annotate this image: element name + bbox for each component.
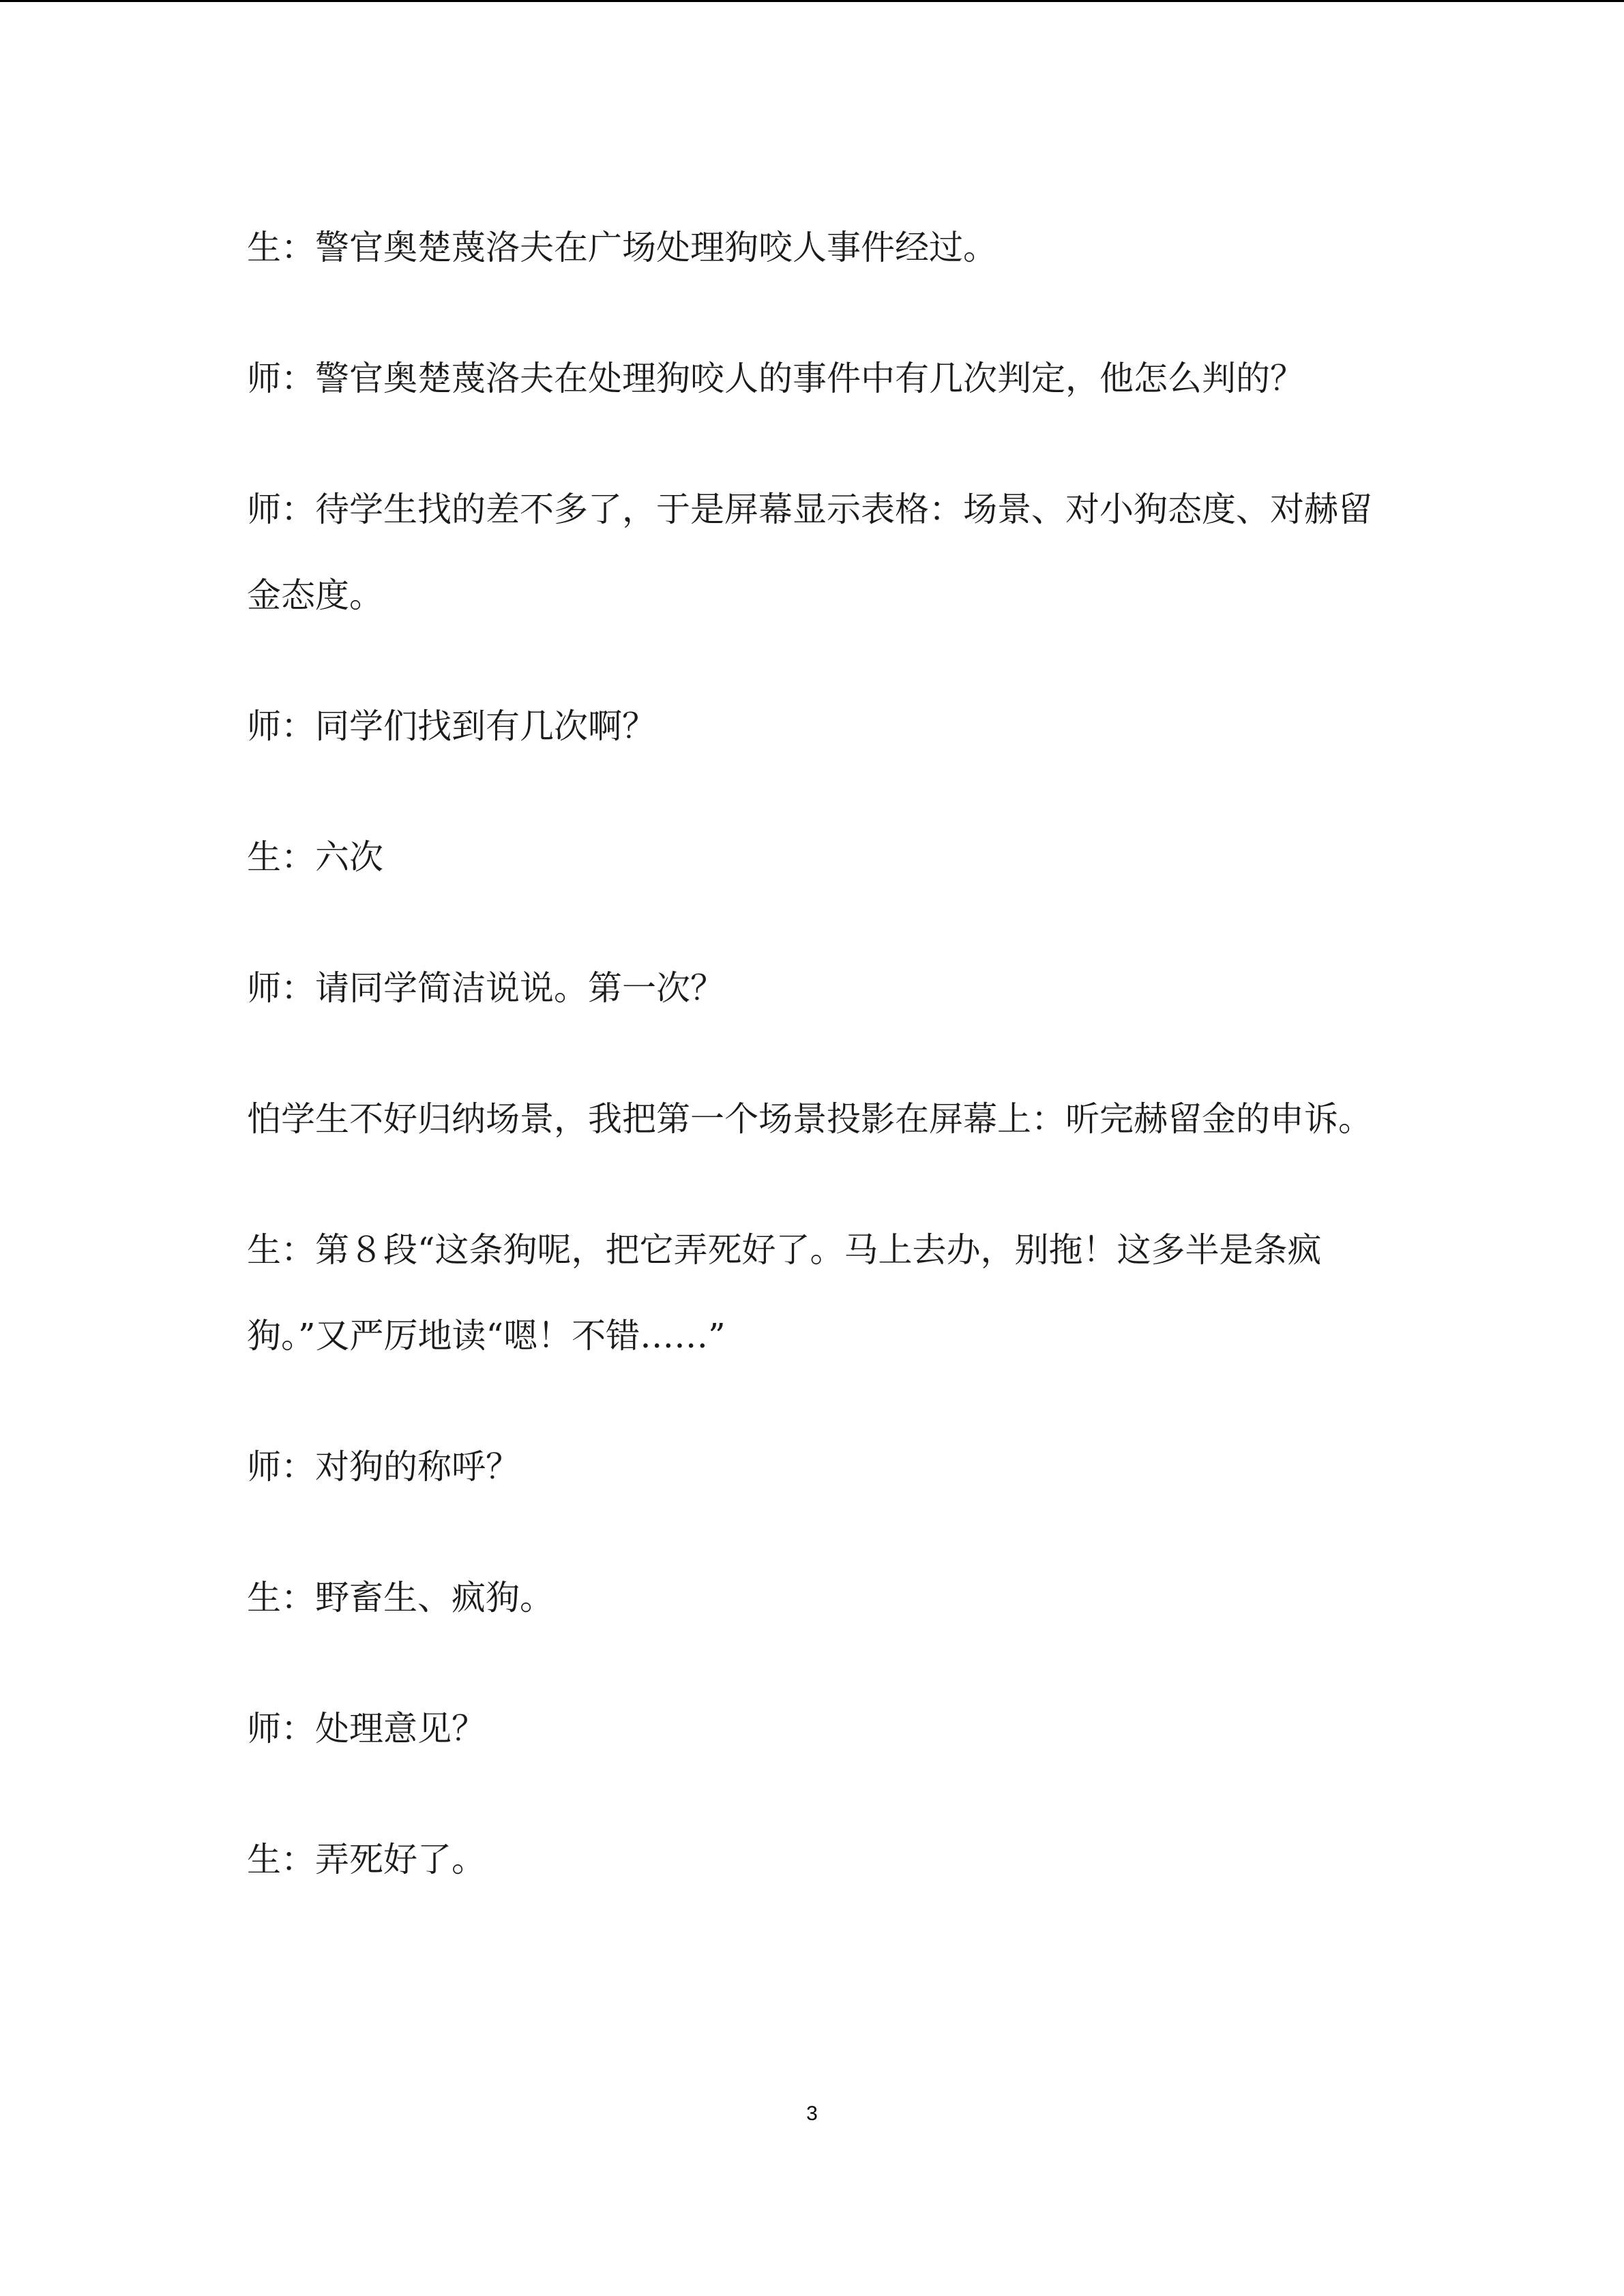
paragraph-9: 师：对狗的称呼？ (247, 1447, 520, 1487)
paragraph-4: 师：同学们找到有几次啊？ (247, 706, 656, 746)
paragraph-5: 生：六次 (247, 837, 383, 877)
paragraph-11: 师：处理意见？ (247, 1709, 486, 1748)
paragraph-12: 生：弄死好了。 (247, 1840, 486, 1879)
page-number: 3 (806, 2102, 818, 2125)
page-top-border (0, 0, 1624, 2)
document-body (247, 205, 1379, 1903)
paragraph-2: 师：警官奥楚蔑洛夫在处理狗咬人的事件中有几次判定，他怎么判的？ (247, 359, 1304, 398)
paragraph-7: 怕学生不好归纳场景，我把第一个场景投影在屏幕上：听完赫留金的申诉。 (247, 1099, 1372, 1139)
paragraph-6: 师：请同学简洁说说。第一次？ (247, 968, 724, 1008)
paragraph-8: 生：第８段“这条狗呢，把它弄死好了。马上去办，别拖！这多半是条疯狗。”又严厉地读“嗯！不错……” (247, 1230, 1322, 1356)
paragraph-10: 生：野畜生、疯狗。 (247, 1578, 554, 1617)
paragraph-1: 生：警官奥楚蔑洛夫在广场处理狗咬人事件经过。 (247, 228, 997, 267)
paragraph-3: 师：待学生找的差不多了，于是屏幕显示表格：场景、对小狗态度、对赫留金态度。 (247, 490, 1372, 615)
